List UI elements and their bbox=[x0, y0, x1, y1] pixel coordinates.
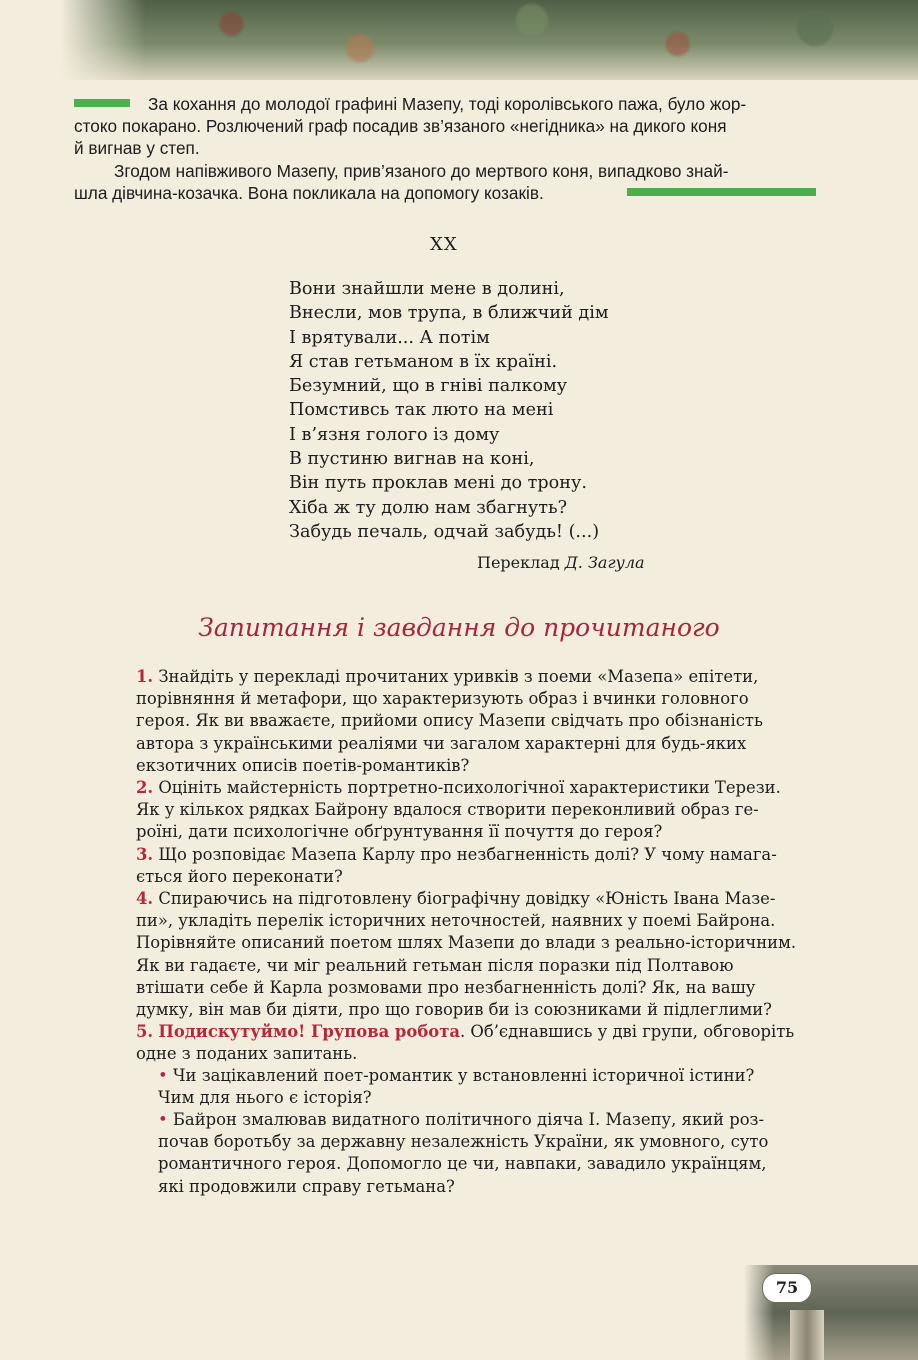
intro-paragraph-2: Згодом напівживого Мазепу, прив’язаного до мертвого коня, випадково знай- шла дівчина-козачка. Вона покликала на допомогу козаків. bbox=[74, 161, 729, 203]
question-5-heading: Подискутуймо! Групова робота bbox=[158, 1022, 460, 1041]
translation-credit: Переклад Д. Загула bbox=[477, 553, 645, 572]
poem-line: Я став гетьманом в їх країні. bbox=[289, 351, 558, 372]
question-2: 2. Оцініть майстерність портретно-психологічної характеристики Терези. Як у кількох рядках Байрону вдалося створити переконливий образ ге- роїні, дати психологічне обґрунтування її почуття до героя? bbox=[136, 778, 781, 842]
page-number: 75 bbox=[762, 1273, 812, 1303]
question-number: 2. bbox=[136, 778, 154, 797]
bullet-icon: • bbox=[158, 1110, 168, 1129]
question-1: 1. Знайдіть у перекладі прочитаних уривків з поеми «Мазепа» епітети, порівняння й метафори, що характеризують образ і вчинки головного героя. Як ви вважаєте, прийоми опису Мазепи свідчать про обізнаність автора з українськими реаліями чи загалом характерні для будь-яких екзотичних описів поетів-романтиків? bbox=[136, 667, 763, 775]
green-accent-bar-bottom bbox=[627, 188, 816, 196]
poem-line: Хіба ж ту долю нам збагнуть? bbox=[289, 497, 568, 518]
poem-line: І в’язня голого із дому bbox=[289, 424, 500, 445]
question-3: 3. Що розповідає Мазепа Карлу про незбагненність долі? У чому намага- ється його переконати? bbox=[136, 845, 777, 887]
discussion-bullet-1: • Чи зацікавлений поет-романтик у встановленні історичної істини? Чим для нього є історія? bbox=[158, 1066, 755, 1108]
poem-line: Забудь печаль, одчай забудь! (...) bbox=[289, 521, 600, 542]
discussion-bullet-2: • Байрон змалював видатного політичного діяча І. Мазепу, який роз- почав боротьбу за державну незалежність України, як умовного, суто романтичного героя. Допомогло це чи, навпаки, завадило українцям, які продовжили справу гетьмана? bbox=[158, 1110, 769, 1196]
poem-stanza bbox=[289, 277, 609, 544]
poem-line: Безумний, що в гніві палкому bbox=[289, 376, 568, 397]
poem-line: Внесли, мов трупа, в ближчий дім bbox=[289, 303, 609, 324]
column-decoration bbox=[790, 1310, 824, 1360]
question-number: 5. bbox=[136, 1022, 154, 1041]
question-5: 5. Подискутуймо! Групова робота. Об’єднавшись у дві групи, обговоріть одне з поданих запитань. bbox=[136, 1022, 795, 1064]
header-illustration bbox=[60, 0, 918, 80]
poem-line: Помстивсь так люто на мені bbox=[289, 400, 554, 421]
section-title: Запитання і завдання до прочитаного bbox=[198, 613, 720, 642]
poem-line: Вони знайшли мене в долині, bbox=[289, 279, 565, 299]
question-4: 4. Спираючись на підготовлену біографічну довідку «Юність Івана Мазе- пи», укладіть перелік історичних неточностей, наявних у поемі Байрона. Порівняйте описаний поетом шлях Мазепи до влади з реально-історичним. Як ви гадаєте, чи міг реальний гетьман після поразки під Полтавою втішати себе й Карла розмовами про незбагненність долі? Як, на вашу думку, він мав би діяти, про що говорив би із союзниками й підлеглими? bbox=[136, 889, 797, 1020]
question-number: 3. bbox=[136, 845, 154, 864]
poem-line: Він путь проклав мені до трону. bbox=[289, 473, 587, 494]
bullet-icon: • bbox=[158, 1066, 168, 1085]
poem-section-number: XX bbox=[430, 234, 458, 255]
poem-line: І врятували... А потім bbox=[289, 327, 490, 348]
intro-paragraph-1: За кохання до молодої графині Мазепу, тоді королівського пажа, було жор- стоко покарано. Розлючений граф посадив зв’язаного «негідника» на дикого коня й вигнав у степ. bbox=[74, 94, 747, 158]
question-number: 1. bbox=[136, 667, 154, 686]
question-number: 4. bbox=[136, 889, 154, 908]
translator-name: Д. Загула bbox=[564, 553, 645, 572]
poem-line: В пустиню вигнав на коні, bbox=[289, 449, 535, 470]
